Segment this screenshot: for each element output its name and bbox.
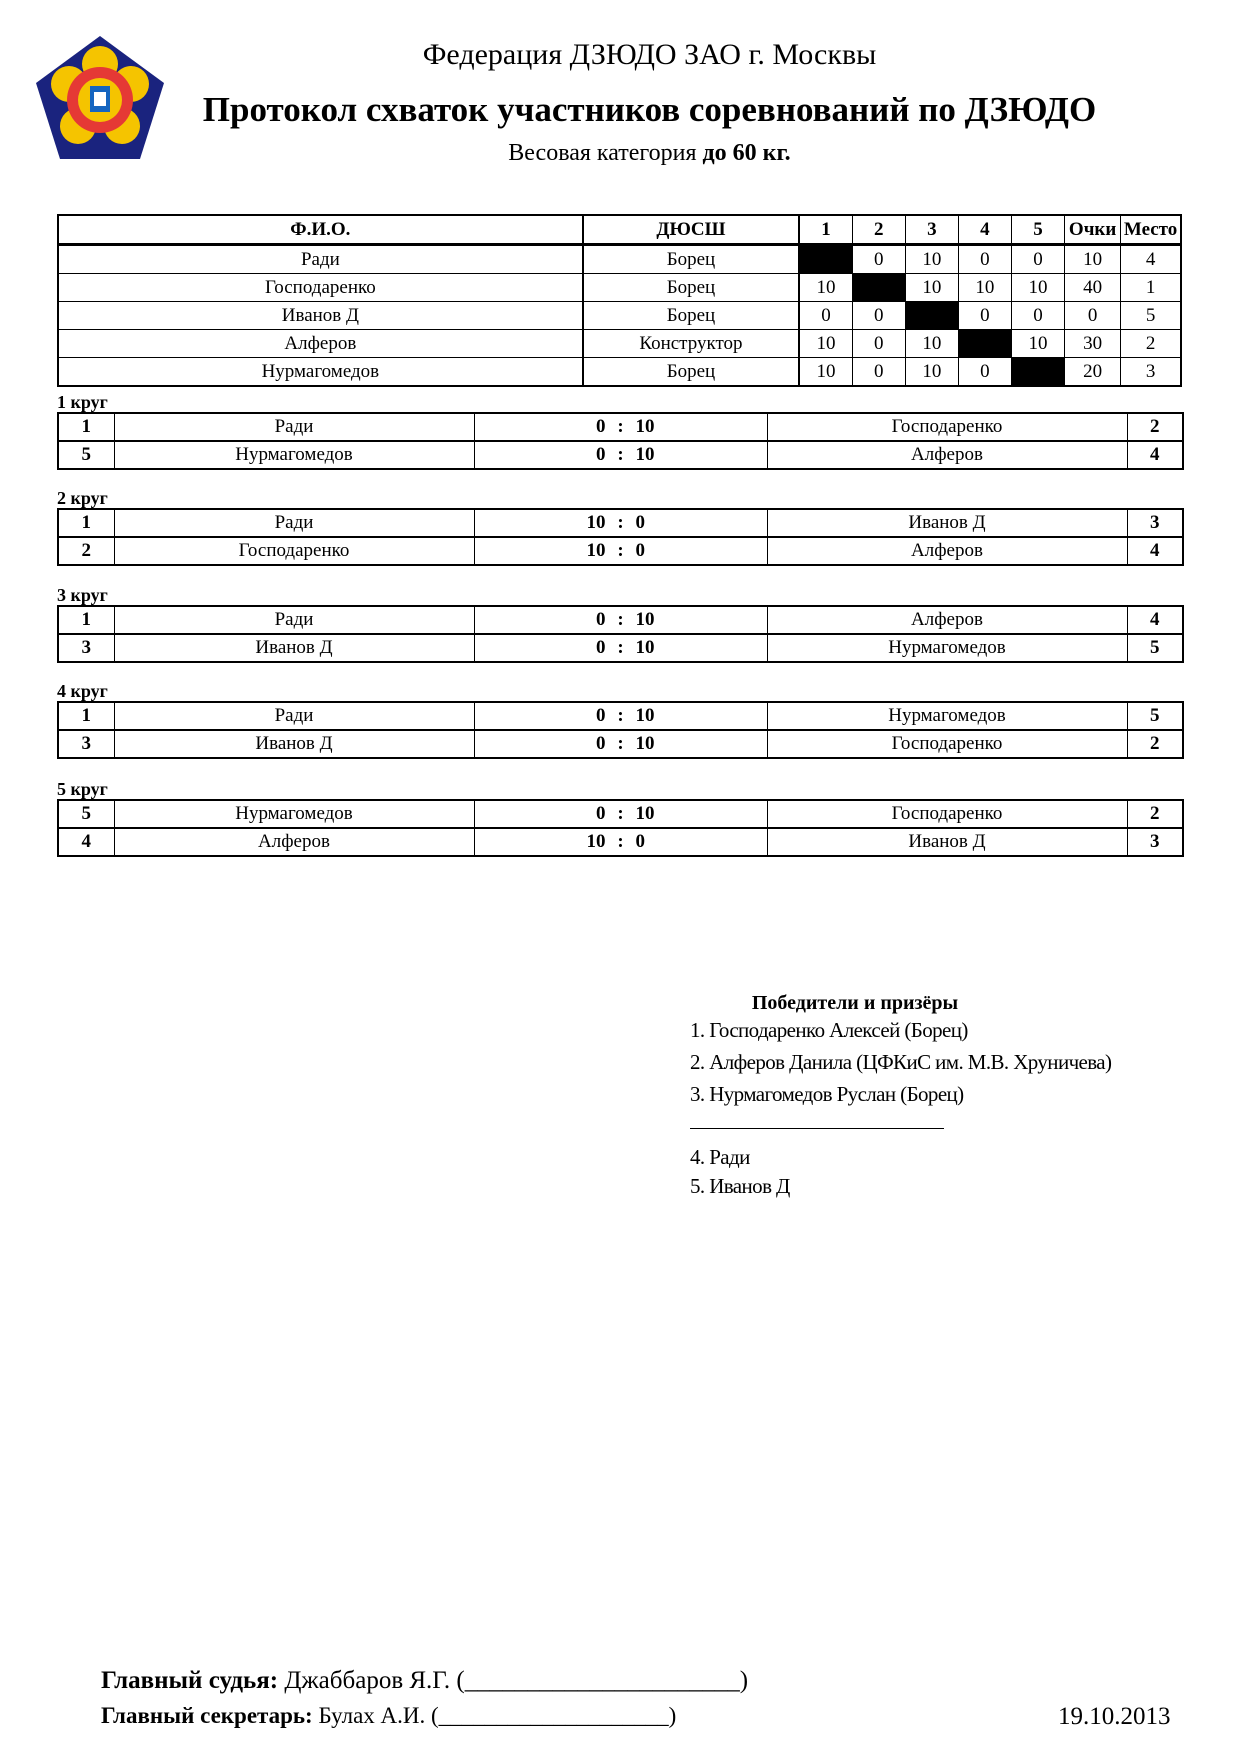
score-vs-5: 10 <box>1011 330 1064 358</box>
points-cell: 20 <box>1065 358 1121 387</box>
page-title: Протокол схваток участников соревнований по ДЗЮДО <box>202 90 1097 129</box>
bout-number-right: 3 <box>1127 828 1183 856</box>
bout-number-left: 4 <box>58 828 114 856</box>
results-row <box>58 330 1181 358</box>
bout-row <box>58 441 1183 469</box>
bout-score <box>474 730 767 758</box>
score-vs-5 <box>1011 358 1064 387</box>
bout-number-right: 3 <box>1127 509 1183 537</box>
chief-secretary <box>101 1703 676 1729</box>
place-cell: 3 <box>1121 358 1181 387</box>
bout-number-right: 4 <box>1127 537 1183 565</box>
score-left: 0 <box>596 416 606 437</box>
bout-score <box>474 702 767 730</box>
header-points: Очки <box>1065 215 1121 245</box>
score-right: 10 <box>635 444 655 465</box>
weight-value: до 60 кг. <box>702 140 791 166</box>
header-school: ДЮСШ <box>583 215 799 245</box>
judge-label: Главный судья: <box>101 1667 279 1694</box>
score-vs-4: 0 <box>958 358 1011 387</box>
bout-row <box>58 828 1183 856</box>
bout-number-left: 3 <box>58 730 114 758</box>
secretary-value: Булах А.И. (____________________) <box>312 1703 677 1728</box>
score-separator: : <box>617 637 624 658</box>
bout-player-right: Алферов <box>767 441 1127 469</box>
participant-name: Алферов <box>58 330 583 358</box>
results-row <box>58 274 1181 302</box>
bout-player-left: Иванов Д <box>114 634 474 662</box>
score-vs-2: 0 <box>852 358 905 387</box>
score-right: 10 <box>635 705 655 726</box>
bout-player-right: Алферов <box>767 606 1127 634</box>
bout-row <box>58 730 1183 758</box>
score-separator: : <box>617 705 624 726</box>
score-vs-2: 0 <box>852 330 905 358</box>
bout-player-left: Нурмагомедов <box>114 441 474 469</box>
bout-score <box>474 606 767 634</box>
winner-4: 4. Ради <box>690 1145 750 1169</box>
score-vs-2: 0 <box>852 302 905 330</box>
score-separator: : <box>617 512 624 533</box>
results-row <box>58 245 1181 274</box>
participant-name: Иванов Д <box>58 302 583 330</box>
participant-name: Ради <box>58 245 583 274</box>
bout-player-left: Алферов <box>114 828 474 856</box>
score-vs-3: 10 <box>905 245 958 274</box>
score-vs-1: 10 <box>799 358 852 387</box>
score-vs-5: 0 <box>1011 245 1064 274</box>
bout-number-right: 2 <box>1127 730 1183 758</box>
score-left: 0 <box>596 637 606 658</box>
score-left: 10 <box>586 540 606 561</box>
bout-number-right: 5 <box>1127 634 1183 662</box>
bout-number-right: 2 <box>1127 800 1183 828</box>
place-cell: 2 <box>1121 330 1181 358</box>
round-label: 2 круг <box>57 488 108 508</box>
bout-number-left: 5 <box>58 441 114 469</box>
results-header-row <box>58 215 1181 245</box>
score-vs-3: 10 <box>905 274 958 302</box>
score-separator: : <box>617 803 624 824</box>
bout-player-right: Господаренко <box>767 800 1127 828</box>
score-vs-1 <box>799 245 852 274</box>
bout-score <box>474 828 767 856</box>
bout-number-left: 1 <box>58 606 114 634</box>
round-table <box>57 799 1184 857</box>
bout-player-right: Алферов <box>767 537 1127 565</box>
round-label: 5 круг <box>57 779 108 799</box>
bout-player-right: Нурмагомедов <box>767 634 1127 662</box>
bout-row <box>58 634 1183 662</box>
score-right: 0 <box>635 540 645 561</box>
score-left: 0 <box>596 609 606 630</box>
points-cell: 40 <box>1065 274 1121 302</box>
score-separator: : <box>617 831 624 852</box>
points-cell: 0 <box>1065 302 1121 330</box>
points-cell: 10 <box>1065 245 1121 274</box>
participant-name: Господаренко <box>58 274 583 302</box>
score-vs-4: 0 <box>958 302 1011 330</box>
score-left: 10 <box>586 831 606 852</box>
score-separator: : <box>617 444 624 465</box>
chief-judge <box>101 1667 748 1695</box>
score-vs-4: 0 <box>958 245 1011 274</box>
points-cell: 30 <box>1065 330 1121 358</box>
round-label: 3 круг <box>57 585 108 605</box>
bout-number-left: 3 <box>58 634 114 662</box>
score-right: 10 <box>635 416 655 437</box>
bout-player-right: Нурмагомедов <box>767 702 1127 730</box>
participant-school: Борец <box>583 274 799 302</box>
header-col-3: 3 <box>905 215 958 245</box>
results-row <box>58 358 1181 387</box>
bout-player-left: Ради <box>114 702 474 730</box>
bout-player-right: Господаренко <box>767 413 1127 441</box>
winner-3: 3. Нурмагомедов Руслан (Борец) <box>690 1082 964 1106</box>
header-col-5: 5 <box>1011 215 1064 245</box>
score-right: 10 <box>635 733 655 754</box>
judge-value: Джаббаров Я.Г. (______________________) <box>278 1667 749 1694</box>
secretary-label: Главный секретарь: <box>101 1703 313 1728</box>
score-vs-1: 10 <box>799 274 852 302</box>
participant-school: Конструктор <box>583 330 799 358</box>
bout-score <box>474 509 767 537</box>
round-label: 4 круг <box>57 681 108 701</box>
weight-category <box>0 140 1239 167</box>
bout-row <box>58 606 1183 634</box>
score-vs-3: 10 <box>905 358 958 387</box>
results-row <box>58 302 1181 330</box>
round-label: 1 круг <box>57 392 108 412</box>
score-vs-4: 10 <box>958 274 1011 302</box>
score-vs-2 <box>852 274 905 302</box>
bout-row <box>58 413 1183 441</box>
place-cell: 5 <box>1121 302 1181 330</box>
bout-player-left: Иванов Д <box>114 730 474 758</box>
winners-divider <box>690 1128 944 1129</box>
bout-number-left: 5 <box>58 800 114 828</box>
winners-title: Победители и призёры <box>751 992 959 1014</box>
bout-player-left: Ради <box>114 413 474 441</box>
place-cell: 1 <box>1121 274 1181 302</box>
round-table <box>57 605 1184 663</box>
header-col-4: 4 <box>958 215 1011 245</box>
score-vs-5: 10 <box>1011 274 1064 302</box>
participant-school: Борец <box>583 302 799 330</box>
bout-number-right: 2 <box>1127 413 1183 441</box>
bout-row <box>58 702 1183 730</box>
bout-score <box>474 441 767 469</box>
header-col-1: 1 <box>799 215 852 245</box>
bout-row <box>58 509 1183 537</box>
round-table <box>57 508 1184 566</box>
participant-school: Борец <box>583 358 799 387</box>
header-place: Место <box>1121 215 1181 245</box>
header-fio: Ф.И.О. <box>58 215 583 245</box>
winner-2: 2. Алферов Данила (ЦФКиС им. М.В. Хруничева) <box>690 1050 1112 1074</box>
bout-player-left: Нурмагомедов <box>114 800 474 828</box>
score-vs-1: 10 <box>799 330 852 358</box>
score-vs-1: 0 <box>799 302 852 330</box>
bout-score <box>474 634 767 662</box>
score-left: 0 <box>596 705 606 726</box>
bout-player-right: Господаренко <box>767 730 1127 758</box>
score-left: 10 <box>586 512 606 533</box>
score-vs-3: 10 <box>905 330 958 358</box>
score-separator: : <box>617 609 624 630</box>
score-vs-2: 0 <box>852 245 905 274</box>
participant-school: Борец <box>583 245 799 274</box>
bout-number-left: 2 <box>58 537 114 565</box>
bout-score <box>474 800 767 828</box>
score-left: 0 <box>596 733 606 754</box>
bout-score <box>474 537 767 565</box>
bout-row <box>58 800 1183 828</box>
score-vs-5: 0 <box>1011 302 1064 330</box>
score-left: 0 <box>596 444 606 465</box>
winner-1: 1. Господаренко Алексей (Борец) <box>690 1018 968 1042</box>
score-vs-4 <box>958 330 1011 358</box>
protocol-date: 19.10.2013 <box>1058 1703 1171 1730</box>
score-left: 0 <box>596 803 606 824</box>
weight-label: Весовая категория <box>508 140 703 166</box>
bout-number-right: 4 <box>1127 441 1183 469</box>
bout-number-left: 1 <box>58 413 114 441</box>
bout-number-right: 5 <box>1127 702 1183 730</box>
score-separator: : <box>617 416 624 437</box>
score-right: 10 <box>635 803 655 824</box>
score-separator: : <box>617 733 624 754</box>
winner-5: 5. Иванов Д <box>690 1174 790 1198</box>
score-right: 0 <box>635 512 645 533</box>
score-separator: : <box>617 540 624 561</box>
bout-player-left: Ради <box>114 606 474 634</box>
round-table <box>57 701 1184 759</box>
bout-score <box>474 413 767 441</box>
results-table <box>57 214 1182 387</box>
bout-player-right: Иванов Д <box>767 828 1127 856</box>
bout-row <box>58 537 1183 565</box>
score-right: 10 <box>635 609 655 630</box>
place-cell: 4 <box>1121 245 1181 274</box>
header-col-2: 2 <box>852 215 905 245</box>
bout-player-right: Иванов Д <box>767 509 1127 537</box>
bout-player-left: Ради <box>114 509 474 537</box>
score-right: 0 <box>635 831 645 852</box>
participant-name: Нурмагомедов <box>58 358 583 387</box>
bout-number-right: 4 <box>1127 606 1183 634</box>
bout-player-left: Господаренко <box>114 537 474 565</box>
round-table <box>57 412 1184 470</box>
score-right: 10 <box>635 637 655 658</box>
score-vs-3 <box>905 302 958 330</box>
bout-number-left: 1 <box>58 702 114 730</box>
bout-number-left: 1 <box>58 509 114 537</box>
federation-name: Федерация ДЗЮДО ЗАО г. Москвы <box>422 38 877 71</box>
